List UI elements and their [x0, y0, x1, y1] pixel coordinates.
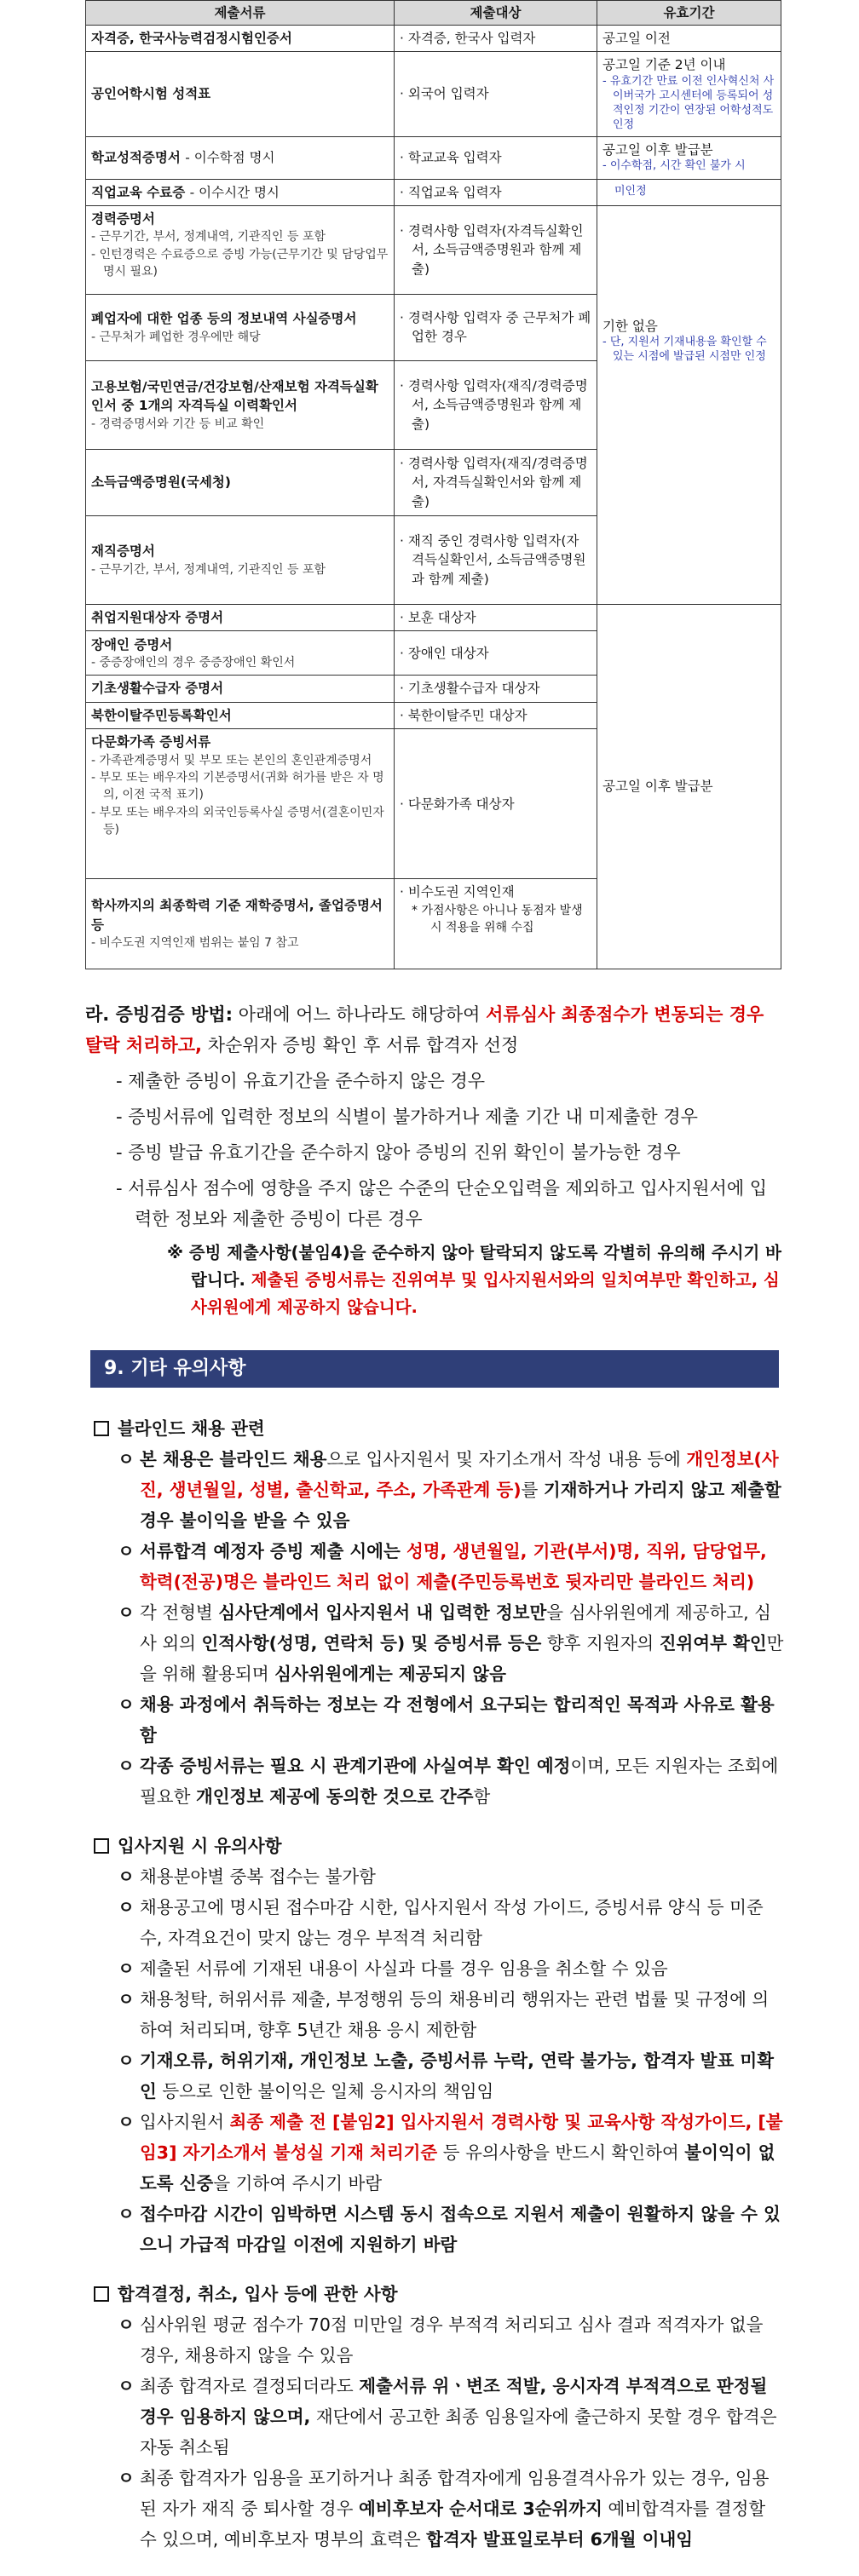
doc-target: · 보훈 대상자: [400, 609, 476, 625]
doc-name: 다문화가족 증빙서류: [91, 734, 211, 750]
notes-section: [90, 1401, 784, 2555]
required-documents-table: [85, 0, 781, 969]
bullet-icon: ㅇ: [118, 2112, 135, 2132]
list-item: ㅇ 접수마감 시간이 임박하면 시스템 동시 접속으로 지원서 제출이 원활하지 않을 수 있으니 가급적 마감일 이전에 지원하기 바람: [90, 2199, 784, 2260]
doc-name: 공인어학시험 성적표: [91, 86, 211, 102]
list-item: ㅇ 입사지원서 최종 제출 전 [붙임2] 입사지원서 경력사항 및 교육사항 작성가이드, [붙임3] 자기소개서 불성실 기재 처리기준 등 유의사항을 반드시 확인하여 불이익이 없도록 신중을 기하여 주시기 바람: [90, 2107, 784, 2199]
table-row: [86, 136, 781, 179]
doc-name: 학사까지의 최종학력 기준 재학증명서, 졸업증명서 등: [91, 898, 383, 933]
bullet-icon: ㅇ: [118, 1449, 135, 1469]
list-item: - 증빙 발급 유효기간을 준수하지 않아 증빙의 진위 확인이 불가능한 경우: [116, 1142, 681, 1163]
table-row: [86, 604, 781, 630]
doc-validity: 기한 없음: [602, 318, 658, 334]
table-row: [86, 179, 781, 205]
table-row: [86, 52, 781, 136]
list-item: ㅇ 제출된 서류에 기재된 내용이 사실과 다를 경우 임용을 취소할 수 있음: [90, 1953, 784, 1984]
validity-note: 미인정: [614, 185, 647, 198]
doc-target: · 외국어 입력자: [400, 86, 489, 102]
doc-target: · 재직 중인 경력사항 입력자(자격득실확인서, 소득금액증명원과 함께 제출): [400, 532, 586, 587]
table-header-row: [86, 1, 781, 26]
sub-heading: 블라인드 채용 관련: [90, 1413, 784, 1444]
checkbox-square-icon: [94, 1421, 109, 1436]
column-header: 제출대상: [395, 1, 597, 26]
list-item: - 증빙서류에 입력한 정보의 식별이 불가하거나 제출 기간 내 미제출한 경우: [116, 1107, 698, 1127]
doc-note: - 중증장애인의 경우 중증장애인 확인서: [91, 656, 296, 670]
doc-name: 경력증명서: [91, 210, 155, 227]
doc-note: - 부모 또는 배우자의 기본증명서(귀화 허가를 받은 자 명의, 이전 국적 표기): [91, 771, 384, 802]
section-title-bar: 9. 기타 유의사항: [90, 1350, 779, 1388]
doc-target-note: * 가점사항은 아니나 동점자 발생 시 적용을 위해 수집: [412, 903, 583, 935]
list-item: ㅇ 채용분야별 중복 접수는 불가함: [90, 1861, 784, 1892]
list-item: ㅇ 본 채용은 블라인드 채용으로 입사지원서 및 자기소개서 작성 내용 등에 개인정보(사진, 생년월일, 성별, 출신학교, 주소, 가족관계 등)를 기재하거나 가리지 않고 제출할 경우 불이익을 받을 수 있음: [90, 1444, 784, 1536]
doc-target: · 학교교육 입력자: [400, 149, 502, 165]
checkbox-square-icon: [94, 1838, 109, 1854]
validity-note: - 이수학점, 시간 확인 불가 시: [602, 158, 746, 172]
table-row: [86, 205, 781, 294]
bullet-icon: ㅇ: [118, 2376, 135, 2396]
list-item: ㅇ 기재오류, 허위기재, 개인정보 노출, 증빙서류 누락, 연락 불가능, 합격자 발표 미확인 등으로 인한 불이익은 일체 응시자의 책임임: [90, 2045, 784, 2107]
list-item: ㅇ 심사위원 평균 점수가 70점 미만일 경우 부적격 처리되고 심사 결과 적격자가 없을 경우, 채용하지 않을 수 있음: [90, 2309, 784, 2371]
doc-name: 폐업자에 대한 업종 등의 정보내역 사실증명서: [91, 311, 357, 327]
list-item: ㅇ 채용공고에 명시된 접수마감 시한, 입사지원서 작성 가이드, 증빙서류 양식 등 미준수, 자격요건이 맞지 않는 경우 부적격 처리함: [90, 1892, 784, 1953]
list-item: ㅇ 최종 합격자로 결정되더라도 제출서류 위ㆍ변조 적발, 응시자격 부적격으로 판정될 경우 임용하지 않으며, 재단에서 공고한 최종 임용일자에 출근하지 못할 경우 합격은 자동 취소됨: [90, 2371, 784, 2463]
bullet-icon: ㅇ: [118, 1989, 135, 2010]
section-intro: 아래에 어느 하나라도 해당하여: [238, 1004, 481, 1025]
doc-note: - 부모 또는 배우자의 외국인등록사실 증명서(결혼이민자 등): [91, 805, 384, 837]
bullet-icon: ㅇ: [118, 1694, 135, 1715]
doc-target: · 다문화가족 대상자: [400, 796, 515, 812]
bullet-icon: ㅇ: [118, 2204, 135, 2224]
bullet-icon: ㅇ: [118, 2050, 135, 2071]
section-label: 라. 증빙검증 방법:: [85, 1004, 233, 1025]
doc-target: · 경력사항 입력자(재직/경력증명서, 자격득실확인서와 함께 제출): [400, 455, 588, 509]
doc-note: - 경력증명서와 기간 등 비교 확인: [91, 417, 265, 431]
doc-validity: 공고일 이후 발급분: [597, 604, 781, 969]
doc-target: · 장애인 대상자: [400, 645, 489, 661]
bullet-icon: ㅇ: [118, 1756, 135, 1776]
bullet-icon: ㅇ: [118, 1541, 135, 1561]
doc-note: - 가족관계증명서 및 부모 또는 본인의 혼인관계증명서: [91, 753, 372, 768]
section-tail: 차순위자 증빙 확인 후 서류 합격자 선정: [207, 1035, 519, 1055]
column-header: 제출서류: [86, 1, 395, 26]
doc-name: 자격증, 한국사능력검정시험인증서: [91, 31, 292, 46]
doc-note: - 인턴경력은 수료증으로 증빙 가능(근무기간 및 담당업무 명시 필요): [91, 247, 389, 279]
doc-name: 고용보험/국민연금/건강보험/산재보험 자격득실확인서 중 1개의 자격득실 이력확인서: [91, 378, 378, 414]
sub-heading: 합격결정, 취소, 입사 등에 관한 사항: [90, 2279, 784, 2309]
checkbox-square-icon: [94, 2286, 109, 2302]
red-notice: 서류심사 최종점수가 변동되는 경우 탈락 처리하고,: [85, 1004, 764, 1055]
list-item: ㅇ 서류합격 예정자 증빙 제출 시에는 성명, 생년월일, 기관(부서)명, 직위, 담당업무, 학력(전공)명은 블라인드 처리 없이 제출(주민등록번호 뒷자리만 블라인드 처리): [90, 1536, 784, 1597]
doc-validity: 공고일 이후 발급분: [602, 141, 713, 158]
doc-target: · 경력사항 입력자(재직/경력증명서, 소득금액증명원과 함께 제출): [400, 377, 588, 432]
doc-name: 직업교육 수료증 - 이수시간 명시: [91, 184, 280, 200]
doc-target: · 직업교육 입력자: [400, 184, 502, 200]
doc-note: - 근무기간, 부서, 정계내역, 기관직인 등 포함: [91, 230, 326, 244]
doc-target: · 북한이탈주민 대상자: [400, 707, 528, 723]
list-item: ㅇ 각종 증빙서류는 필요 시 관계기관에 사실여부 확인 예정이며, 모든 지원자는 조회에 필요한 개인정보 제공에 동의한 것으로 간주함: [90, 1751, 784, 1812]
bullet-icon: ㅇ: [118, 1897, 135, 1918]
bullet-icon: ㅇ: [118, 1958, 135, 1979]
doc-name: 기초생활수급자 증명서: [91, 681, 224, 697]
doc-target: · 기초생활수급자 대상자: [400, 681, 540, 697]
doc-validity: 공고일 기준 2년 이내: [602, 57, 726, 73]
doc-name: 취업지원대상자 증명서: [91, 609, 224, 625]
list-item: ㅇ 최종 합격자가 임용을 포기하거나 최종 합격자에게 임용결격사유가 있는 경우, 임용된 자가 재직 중 퇴사할 경우 예비후보자 순서대로 3순위까지 예비합격자를 결정할 수 있으며, 예비후보자 명부의 효력은 합격자 발표일로부터 6개월 이내임: [90, 2463, 784, 2555]
doc-target: · 자격증, 한국사 입력자: [400, 31, 536, 46]
verification-method-section: [85, 999, 784, 1321]
bullet-icon: ㅇ: [118, 1602, 135, 1623]
validity-note: - 단, 지원서 기재내용을 확인할 수 있는 시점에 발급된 시점만 인정: [602, 336, 767, 364]
doc-note: - 비수도권 지역인재 범위는 붙임 7 참고: [91, 936, 299, 951]
list-item: ㅇ 각 전형별 심사단계에서 입사지원서 내 입력한 정보만을 심사위원에게 제공하고, 심사 외의 인적사항(성명, 연락처 등) 및 증빙서류 등은 향후 지원자의 진위여부 확인만을 위해 활용되며 심사위원에게는 제공되지 않음: [90, 1597, 784, 1689]
bullet-icon: ㅇ: [118, 1866, 135, 1887]
doc-note: - 근무처가 폐업한 경우에만 해당: [91, 330, 261, 344]
list-item: - 제출한 증빙이 유효기간을 준수하지 않은 경우: [116, 1071, 486, 1091]
doc-target: · 경력사항 입력자 중 근무처가 폐업한 경우: [400, 310, 591, 345]
doc-note: - 근무기간, 부서, 정계내역, 기관직인 등 포함: [91, 562, 326, 577]
list-item: - 서류심사 점수에 영향을 주지 않은 수준의 단순오입력을 제외하고 입사지원서에 입력한 정보와 제출한 증빙이 다른 경우: [116, 1178, 768, 1229]
doc-name: 학교성적증명서 - 이수학점 명시: [91, 149, 275, 165]
validity-note: - 유효기간 만료 이전 인사혁신처 사이버국가 고시센터에 등록되어 성적인정 기간이 연장된 어학성적도 인정: [602, 74, 775, 131]
doc-name: 소득금액증명원(국세청): [91, 474, 231, 491]
doc-validity: 공고일 이전: [597, 26, 781, 52]
doc-name: 북한이탈주민등록확인서: [91, 707, 232, 723]
column-header: 유효기간: [597, 1, 781, 26]
list-item: ㅇ 채용 과정에서 취득하는 정보는 각 전형에서 요구되는 합리적인 목적과 사유로 활용함: [90, 1689, 784, 1751]
table-row: [86, 26, 781, 52]
doc-target: · 경력사항 입력자(자격득실확인서, 소득금액증명원과 함께 제출): [400, 222, 584, 277]
warning-note: ※ 증빙 제출사항(붙임4)을 준수하지 않아 탈락되지 않도록 각별히 유의해 주시기 바랍니다. 제출된 증빙서류는 진위여부 및 입사지원서와의 일치여부만 확인하고, 심사위원에게 제공하지 않습니다.: [167, 1243, 782, 1317]
doc-name: 재직증명서: [91, 543, 155, 560]
doc-target: · 비수도권 지역인재: [400, 884, 515, 900]
bullet-icon: ㅇ: [118, 2468, 135, 2488]
sub-heading: 입사지원 시 유의사항: [90, 1831, 784, 1861]
bullet-icon: ㅇ: [118, 2314, 135, 2335]
list-item: ㅇ 채용청탁, 허위서류 제출, 부정행위 등의 채용비리 행위자는 관련 법률 및 규정에 의하여 처리되며, 향후 5년간 채용 응시 제한함: [90, 1984, 784, 2045]
doc-name: 장애인 증명서: [91, 636, 173, 653]
